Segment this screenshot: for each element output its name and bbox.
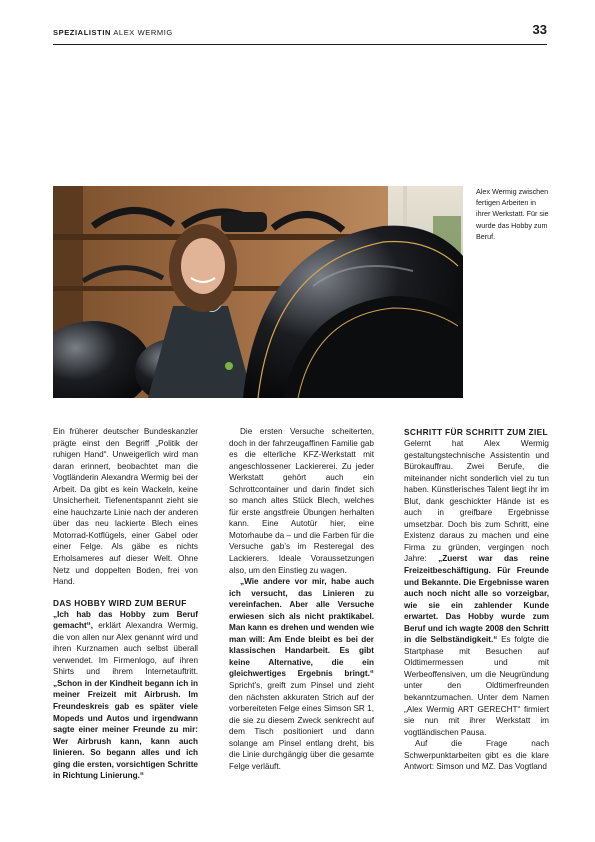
body-text: Spricht’s, greift zum Pinsel und zieht den nächsten akkuraten Strich auf der vorbereiteten Felge eines Simson SR 1, die sie zu diesem Zweck senkrecht auf dem Tisch positioniert und dann solange am Pinsel entlang dreht, bis die Linie durchgängig über die gesamte Felge verläuft. xyxy=(229,681,374,771)
paragraph-handwork xyxy=(229,576,374,772)
paragraph-hobby xyxy=(53,609,198,782)
article-column-3 xyxy=(404,426,549,773)
quote-career: „Zuerst war das reine Freizeitbeschäftigung. Für Freunde und Bekannte. Die Ergebnisse waren auch noch nicht alle so vorzeigbar, wie sie ein zahlender Kunde erwartet. Das Hobby wurde zum Beruf und ich wagte 2008 den Schritt in die Selbständigkeit.“ xyxy=(404,554,549,645)
subheading-hobby: DAS HOBBY WIRD ZUM BERUF xyxy=(53,597,187,608)
photo-caption: Alex Wermig zwischen fertigen Arbeiten in ihrer Werkstatt. Für sie wurde das Hobby zum Beruf. xyxy=(476,187,549,241)
intro-paragraph: Ein früherer deutscher Bundeskanzler prägte einst den Begriff „Politik der ruhigen Hand“. Unweigerlich wird man daran erinnert, beobachtet man die Vogtländerin Alexandra Wermig bei der Arbeit. Da gibt es kein Wackeln, keine Unsicherheit. Tiefenentspannt zieht sie eine hauchzarte Linie nach der anderen über das neu lackierte Blech eines Motorrad-Kotflügels, einer Gabel oder einer Felge. Als gäbe es nichts Erholsameres auf dieser Welt. Ohne Netz und doppelten Boden, frei von Hand. xyxy=(53,427,198,587)
body-text: Es folgte die Startphase mit Besuchen auf Oldtimermessen und mit Werbeoffensiven, um die Neugründung unter den Oldtimerfreunden bekanntzumachen. Unter dem Namen „Alex Wermig ART GERECHT“ firmiert sie nun mit ihrer Werkstatt im vogtländischen Pausa. xyxy=(404,635,549,737)
article-column-2 xyxy=(229,426,374,772)
quote-hobby: „Ich hab das Hobby zum Beruf gemacht“, xyxy=(53,609,198,631)
page-number: 33 xyxy=(532,22,547,37)
quote-handwork: „Wie andere vor mir, habe auch ich versucht, das Linieren zu vereinfachen. Aber alle Versuche erwiesen sich als nicht praktikabel. Man kann es drehen und wenden wie man will: Am Ende bleibt es bei der klassischen Handarbeit. Es gibt keine Alternative, die ein gleichwertiges Ergebnis bringt.“ xyxy=(229,577,374,679)
paragraph-career xyxy=(404,438,549,738)
paragraph-first-attempts: Die ersten Versuche scheiterten, doch in der fahrzeugaffinen Familie gab es die elterliche KFZ-Werkstatt mit angeschlossener Lackiererei. Zu jeder Werkstatt gehört auch ein Schrottcontainer und darin findet sich so manch altes Stück Blech, welches für erste angstfreie Übungen herhalten kann. Eine Autotür hier, eine Motorhaube da – und die Farben für die Versuche gab’s im Resteregal des Lackierers. Ideale Voraussetzungen also, um den Einstieg zu wagen. xyxy=(229,427,374,575)
body-text: Gelernt hat Alex Wermig gestaltungstechnische Assistentin und Bürokauffrau. Zwei Berufe, die miteinander nicht sonderlich viel zu tun haben. Künstlerisches Talent liegt ihr im Blut, dank geschickter Hände ist es auch in greifbare Ergebnisse umsetzbar. Doch bis zum Schritt, eine Existenz daraus zu machen und eine Firma zu gründen, vergingen noch Jahre: xyxy=(404,439,549,564)
header-rule xyxy=(53,44,547,45)
subheading-step-by-step: SCHRITT FÜR SCHRITT ZUM ZIEL xyxy=(404,427,548,437)
article-column-1 xyxy=(53,426,198,782)
running-head xyxy=(53,28,173,37)
quote-childhood: „Schon in der Kindheit begann ich in meiner Freizeit mit Airbrush. Im Freundeskreis gab es später viele Mopeds und Autos und irgendwann sagte einer meiner Freunde zu mir: Wer Airbrush kann, kann auch linieren. So begann alles und ich ging die ersten, vorsichtigen Schritte in Richtung Linierung.“ xyxy=(53,678,198,781)
workshop-photo xyxy=(53,186,463,398)
paragraph-focus: Auf die Frage nach Schwerpunktarbeiten gibt es die klare Antwort: Simson und MZ. Das Vogtland xyxy=(404,739,549,772)
body-text: erklärt Alexandra Wermig, die von allen nur Alex genannt wird und ihren Kurznamen auch selbst überall verwendet. Im Firmenlogo, auf ihren Shirts und ihrem Internetauftritt. xyxy=(53,621,198,677)
section-label: SPEZIALISTIN xyxy=(53,28,112,37)
section-name: ALEX WERMIG xyxy=(113,28,173,37)
